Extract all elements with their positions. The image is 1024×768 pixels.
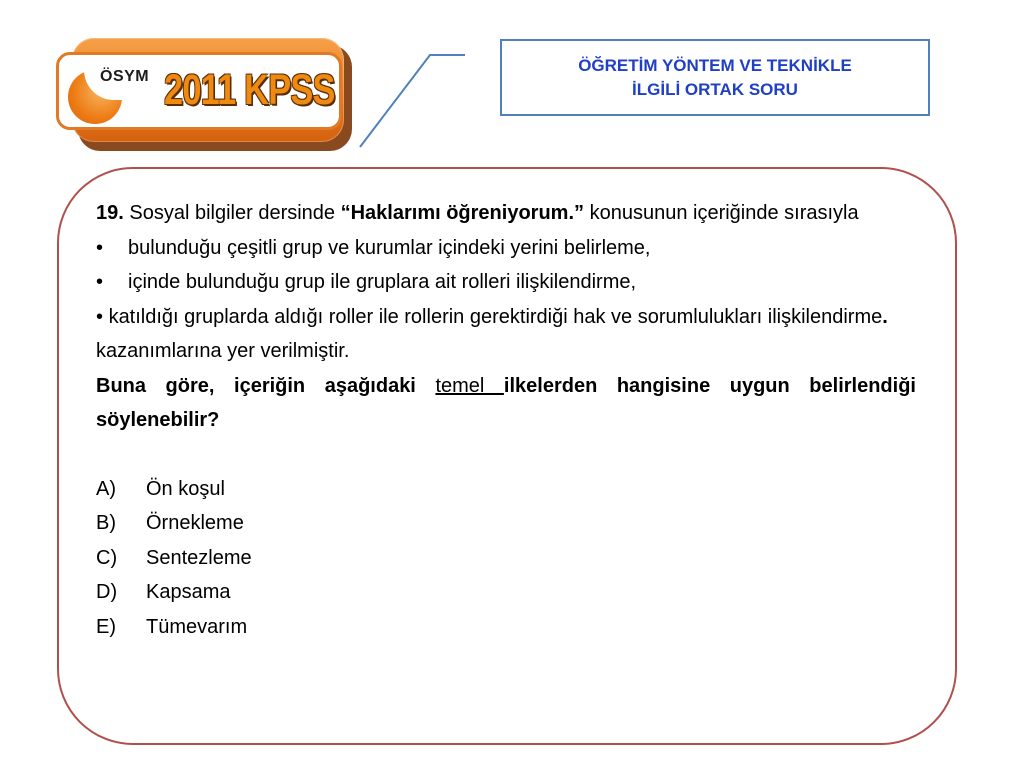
option-text: Sentezleme: [146, 546, 252, 569]
header-box: [500, 39, 930, 116]
option-text: Ön koşul: [146, 477, 225, 500]
option-letter: B): [96, 512, 116, 534]
option-letter: C): [96, 546, 118, 569]
option-text: Kapsama: [146, 581, 231, 603]
question-content: [96, 196, 916, 644]
question-number: 19.: [96, 202, 124, 224]
option-letter: A): [96, 477, 116, 500]
bullet-icon: •: [96, 305, 109, 328]
logo-brand: ÖSYM: [100, 68, 150, 85]
option-letter: D): [96, 581, 118, 603]
header-line-1: ÖĞRETİM YÖNTEM VE TEKNİKLE: [578, 55, 852, 75]
question-closing: kazanımlarına yer verilmiştir.: [96, 340, 350, 362]
prompt-underlined: temel: [435, 374, 504, 397]
connector-line: [350, 45, 470, 155]
bullet-item: [96, 231, 916, 266]
prompt-before: Buna göre, içeriğin aşağıdaki: [96, 374, 416, 397]
header-line-2: İLGİLİ ORTAK SORU: [632, 79, 798, 99]
bullet-text: içinde bulunduğu grup ile gruplara ait rolleri ilişkilendirme,: [128, 271, 637, 293]
question-topic: “Haklarımı öğreniyorum.”: [340, 202, 585, 224]
answer-option[interactable]: [96, 610, 916, 645]
answer-option[interactable]: [96, 575, 916, 610]
bullet-icon: •: [96, 236, 104, 259]
bullet-item: [96, 265, 916, 300]
bullet-item-3: [96, 300, 916, 335]
question-prompt: [96, 369, 916, 438]
answer-option[interactable]: [96, 472, 916, 507]
logo-title: 2011 KPSS: [164, 66, 335, 114]
spacer: [96, 438, 916, 472]
bullet-icon: •: [96, 271, 104, 293]
bullet-text: katıldığı gruplarda aldığı roller ile rollerin gerektirdiği hak ve sorumlulukları ilişkilendirme: [108, 305, 883, 328]
answer-option[interactable]: [96, 541, 916, 576]
question-intro-after: konusunun içeriğinde sırasıyla: [589, 202, 859, 224]
option-letter: E): [96, 615, 116, 638]
bullet-text: bulunduğu çeşitli grup ve kurumlar içindeki yerini belirleme,: [128, 236, 651, 259]
bullet-end: .: [882, 305, 888, 328]
question-intro-before: Sosyal bilgiler dersinde: [129, 202, 336, 224]
prompt-after: ilkelerden hangisine uygun belirlendiği söylenebilir?: [96, 374, 916, 431]
question-intro: [96, 196, 916, 231]
option-text: Tümevarım: [146, 615, 248, 638]
option-text: Örnekleme: [146, 512, 244, 534]
answer-option[interactable]: [96, 506, 916, 541]
